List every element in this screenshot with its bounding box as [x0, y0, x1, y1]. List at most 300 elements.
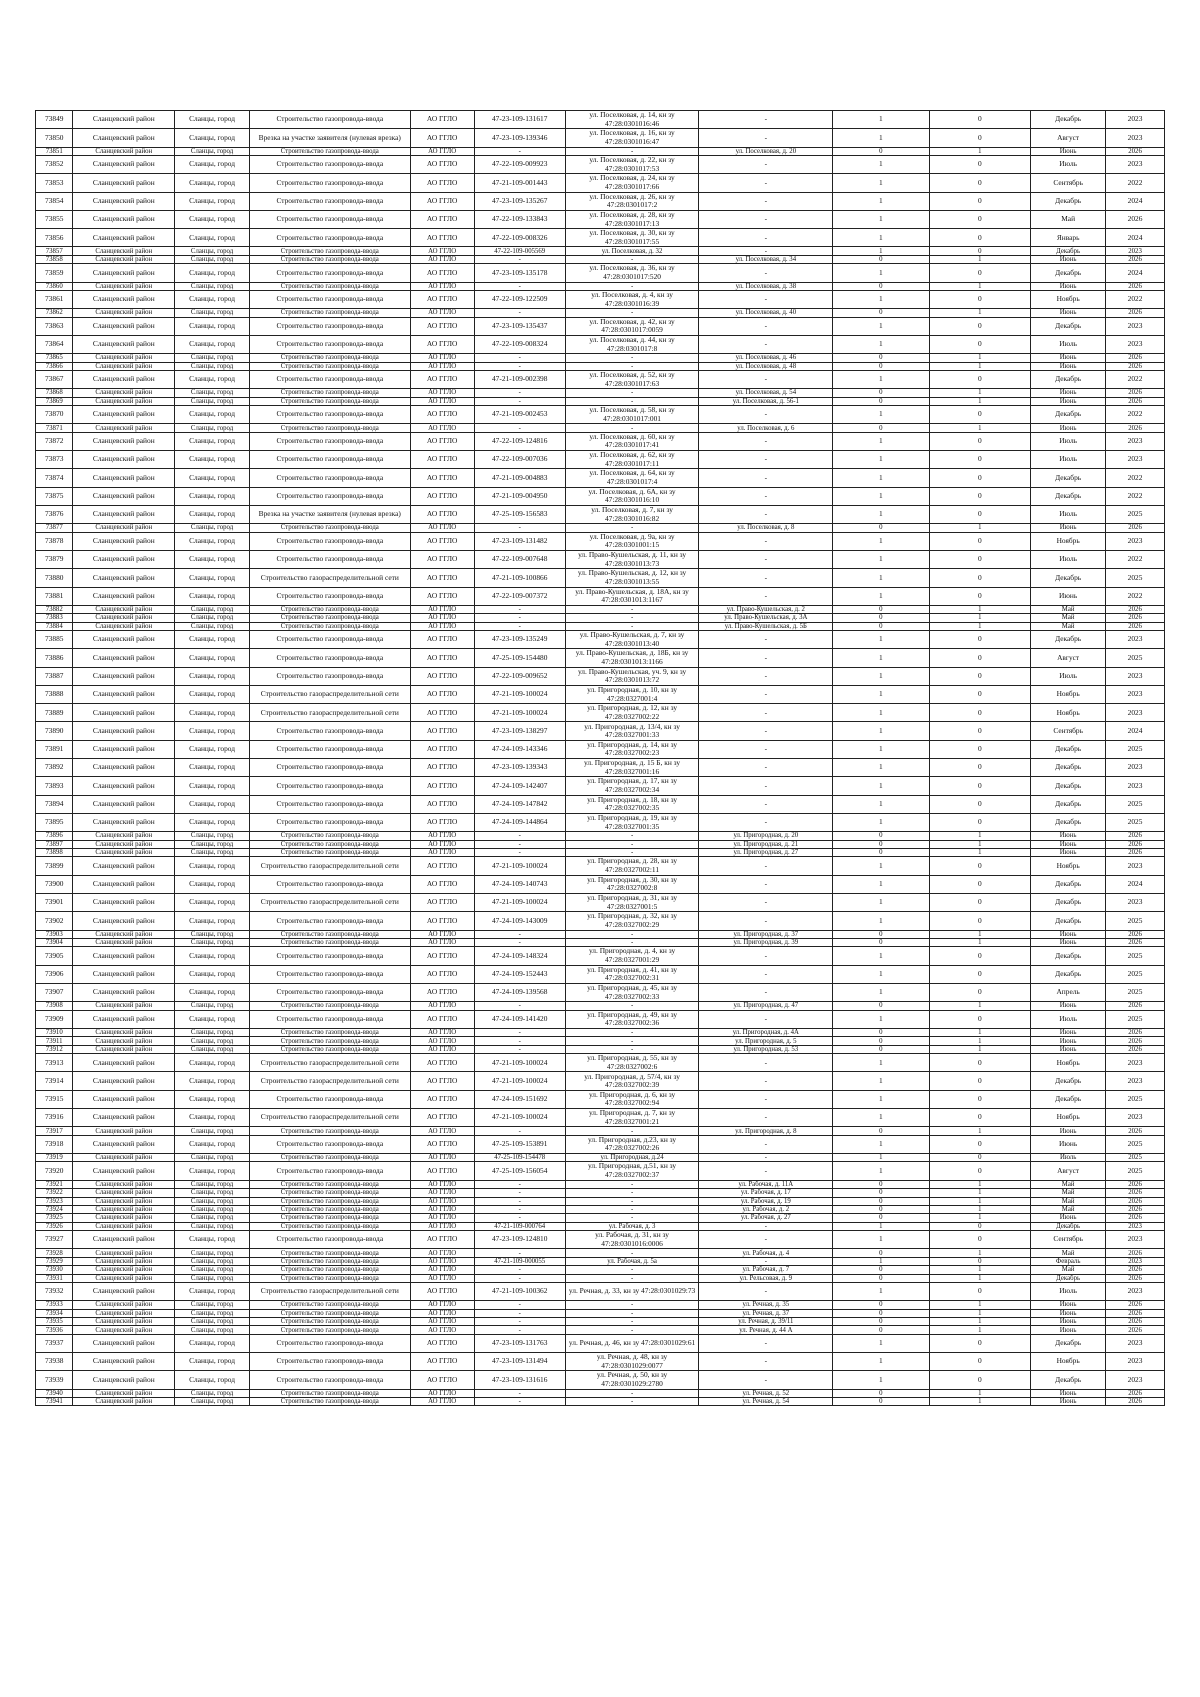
address-cell: -	[699, 912, 833, 930]
address-cadastral-cell: ул. Поселковая, д. 16, кн зу 47:28:0301016:47	[565, 129, 699, 147]
row-number: 73853	[36, 174, 73, 192]
count-b-cell: 1	[929, 1249, 1031, 1257]
address-cell: -	[699, 894, 833, 912]
organization-cell: АО ГГЛО	[410, 282, 474, 290]
address-cadastral-cell: ул. Пригородная, д. 32, кн зу 47:28:0327002:29	[565, 912, 699, 930]
year-cell: 2024	[1106, 722, 1165, 740]
month-cell: Декабрь	[1031, 111, 1106, 129]
settlement-cell: Сланцы, город	[175, 389, 250, 397]
address-cell: -	[699, 111, 833, 129]
organization-cell: АО ГГЛО	[410, 587, 474, 605]
count-b-cell: 1	[929, 1326, 1031, 1334]
row-number: 73911	[36, 1037, 73, 1045]
settlement-cell: Сланцы, город	[175, 1257, 250, 1265]
count-a-cell: 1	[833, 1222, 929, 1230]
year-cell: 2025	[1106, 947, 1165, 965]
address-cadastral-cell: ул. Поселковая, д. 6А, кн зу 47:28:0301016:10	[565, 487, 699, 505]
contract-number-cell: -	[474, 1249, 565, 1257]
count-a-cell: 1	[833, 229, 929, 247]
district-cell: Сланцевский район	[73, 1154, 175, 1162]
work-type-cell: Строительство газопровода-ввода	[250, 1371, 411, 1389]
contract-number-cell: 47-25-109-154478	[474, 1154, 565, 1162]
month-cell: Сентябрь	[1031, 1231, 1106, 1249]
address-cadastral-cell: -	[565, 1028, 699, 1036]
work-type-cell: Строительство газопровода-ввода	[250, 1309, 411, 1317]
count-a-cell: 0	[833, 397, 929, 405]
contract-number-cell: 47-21-109-100024	[474, 685, 565, 703]
count-b-cell: 0	[929, 777, 1031, 795]
contract-number-cell: 47-21-109-004883	[474, 469, 565, 487]
month-cell: Июль	[1031, 432, 1106, 450]
contract-number-cell: 47-24-109-143346	[474, 740, 565, 758]
district-cell: Сланцевский район	[73, 1135, 175, 1153]
work-type-cell: Строительство газопровода-ввода	[250, 1010, 411, 1028]
count-b-cell: 0	[929, 1371, 1031, 1389]
work-type-cell: Строительство газопровода-ввода	[250, 397, 411, 405]
address-cadastral-cell: -	[565, 1037, 699, 1045]
settlement-cell: Сланцы, город	[175, 1002, 250, 1010]
count-a-cell: 1	[833, 174, 929, 192]
contract-number-cell: 47-24-109-141420	[474, 1010, 565, 1028]
year-cell: 2025	[1106, 649, 1165, 667]
organization-cell: АО ГГЛО	[410, 335, 474, 353]
work-type-cell: Строительство газораспределительной сети	[250, 894, 411, 912]
settlement-cell: Сланцы, город	[175, 1249, 250, 1257]
count-a-cell: 1	[833, 777, 929, 795]
contract-number-cell: 47-24-109-148324	[474, 947, 565, 965]
row-number: 73903	[36, 930, 73, 938]
district-cell: Сланцевский район	[73, 362, 175, 370]
table-row	[36, 247, 1165, 255]
settlement-cell: Сланцы, город	[175, 1318, 250, 1326]
row-number: 73880	[36, 569, 73, 587]
month-cell: Июль	[1031, 335, 1106, 353]
table-row	[36, 532, 1165, 550]
table-row	[36, 1197, 1165, 1205]
address-cell: -	[699, 722, 833, 740]
address-cell: ул. Речная, д. 39/11	[699, 1318, 833, 1326]
address-cadastral-cell: ул. Поселковая, д. 36, кн зу 47:28:0301017:520	[565, 264, 699, 282]
row-number: 73932	[36, 1282, 73, 1300]
contract-number-cell: -	[474, 614, 565, 622]
district-cell: Сланцевский район	[73, 1054, 175, 1072]
count-a-cell: 1	[833, 965, 929, 983]
gasification-schedule-table	[35, 110, 1165, 1406]
year-cell: 2024	[1106, 192, 1165, 210]
district-cell: Сланцевский район	[73, 704, 175, 722]
count-b-cell: 1	[929, 1037, 1031, 1045]
count-b-cell: 1	[929, 1045, 1031, 1053]
address-cell: ул. Пригородная, д. 5	[699, 1037, 833, 1045]
month-cell: Июль	[1031, 1154, 1106, 1162]
count-a-cell: 1	[833, 469, 929, 487]
work-type-cell: Строительство газопровода-ввода	[250, 849, 411, 857]
table-row	[36, 1389, 1165, 1397]
table-row	[36, 1205, 1165, 1213]
address-cell: -	[699, 247, 833, 255]
district-cell: Сланцевский район	[73, 247, 175, 255]
count-b-cell: 0	[929, 1154, 1031, 1162]
settlement-cell: Сланцы, город	[175, 550, 250, 568]
address-cell: ул. Поселковая, д. 20	[699, 147, 833, 155]
address-cell: ул. Поселковая, д. 38	[699, 282, 833, 290]
contract-number-cell: -	[474, 832, 565, 840]
settlement-cell: Сланцы, город	[175, 397, 250, 405]
count-b-cell: 0	[929, 1282, 1031, 1300]
district-cell: Сланцевский район	[73, 1162, 175, 1180]
count-b-cell: 0	[929, 1257, 1031, 1265]
organization-cell: АО ГГЛО	[410, 965, 474, 983]
count-a-cell: 1	[833, 947, 929, 965]
settlement-cell: Сланцы, город	[175, 777, 250, 795]
address-cadastral-cell: -	[565, 1180, 699, 1188]
month-cell: Июнь	[1031, 362, 1106, 370]
address-cell: ул. Пригородная, д. 39	[699, 939, 833, 947]
organization-cell: АО ГГЛО	[410, 147, 474, 155]
table-row	[36, 605, 1165, 613]
year-cell: 2026	[1106, 424, 1165, 432]
year-cell: 2025	[1106, 1090, 1165, 1108]
address-cadastral-cell: ул. Пригородная, д. 7, кн зу 47:28:0327001:21	[565, 1109, 699, 1127]
address-cell: -	[699, 1072, 833, 1090]
count-a-cell: 1	[833, 290, 929, 308]
address-cadastral-cell: -	[565, 605, 699, 613]
count-b-cell: 0	[929, 550, 1031, 568]
address-cadastral-cell: ул. Пригородная, д. 6, кн зу 47:28:0327002:94	[565, 1090, 699, 1108]
work-type-cell: Строительство газопровода-ввода	[250, 1127, 411, 1135]
work-type-cell: Строительство газопровода-ввода	[250, 649, 411, 667]
contract-number-cell: 47-25-109-156583	[474, 505, 565, 523]
address-cadastral-cell: ул. Пригородная, д. 12, кн зу 47:28:0327002:22	[565, 704, 699, 722]
year-cell: 2023	[1106, 1109, 1165, 1127]
address-cell: -	[699, 1109, 833, 1127]
year-cell: 2023	[1106, 247, 1165, 255]
month-cell: Май	[1031, 1197, 1106, 1205]
count-b-cell: 1	[929, 389, 1031, 397]
month-cell: Июнь	[1031, 1318, 1106, 1326]
address-cadastral-cell: -	[565, 147, 699, 155]
month-cell: Декабрь	[1031, 192, 1106, 210]
address-cadastral-cell: ул. Поселковая, д. 30, кн зу 47:28:0301017:55	[565, 229, 699, 247]
row-number: 73931	[36, 1274, 73, 1282]
row-number: 73897	[36, 840, 73, 848]
district-cell: Сланцевский район	[73, 255, 175, 263]
work-type-cell: Строительство газопровода-ввода	[250, 1214, 411, 1222]
settlement-cell: Сланцы, город	[175, 1309, 250, 1317]
district-cell: Сланцевский район	[73, 1301, 175, 1309]
contract-number-cell: -	[474, 605, 565, 613]
settlement-cell: Сланцы, город	[175, 875, 250, 893]
year-cell: 2026	[1106, 930, 1165, 938]
work-type-cell: Строительство газопровода-ввода	[250, 389, 411, 397]
district-cell: Сланцевский район	[73, 487, 175, 505]
organization-cell: АО ГГЛО	[410, 1282, 474, 1300]
address-cell: -	[699, 667, 833, 685]
district-cell: Сланцевский район	[73, 939, 175, 947]
row-number: 73914	[36, 1072, 73, 1090]
address-cadastral-cell: ул. Пригородная, д. 19, кн зу 47:28:0327001:35	[565, 813, 699, 831]
row-number: 73917	[36, 1127, 73, 1135]
month-cell: Ноябрь	[1031, 685, 1106, 703]
work-type-cell: Строительство газопровода-ввода	[250, 930, 411, 938]
year-cell: 2023	[1106, 1054, 1165, 1072]
month-cell: Июнь	[1031, 1045, 1106, 1053]
count-a-cell: 0	[833, 354, 929, 362]
work-type-cell: Строительство газопровода-ввода	[250, 282, 411, 290]
row-number: 73937	[36, 1334, 73, 1352]
count-a-cell: 1	[833, 740, 929, 758]
contract-number-cell: -	[474, 1326, 565, 1334]
settlement-cell: Сланцы, город	[175, 1205, 250, 1213]
work-type-cell: Строительство газопровода-ввода	[250, 631, 411, 649]
settlement-cell: Сланцы, город	[175, 605, 250, 613]
year-cell: 2026	[1106, 1045, 1165, 1053]
month-cell: Ноябрь	[1031, 1054, 1106, 1072]
count-a-cell: 0	[833, 1205, 929, 1213]
district-cell: Сланцевский район	[73, 1249, 175, 1257]
district-cell: Сланцевский район	[73, 857, 175, 875]
contract-number-cell: -	[474, 1045, 565, 1053]
organization-cell: АО ГГЛО	[410, 622, 474, 630]
address-cadastral-cell: -	[565, 1318, 699, 1326]
count-b-cell: 0	[929, 685, 1031, 703]
count-a-cell: 0	[833, 1127, 929, 1135]
settlement-cell: Сланцы, город	[175, 832, 250, 840]
table-row	[36, 487, 1165, 505]
settlement-cell: Сланцы, город	[175, 1389, 250, 1397]
address-cell: -	[699, 984, 833, 1002]
count-b-cell: 0	[929, 469, 1031, 487]
table-row	[36, 290, 1165, 308]
work-type-cell: Строительство газопровода-ввода	[250, 912, 411, 930]
row-number: 73915	[36, 1090, 73, 1108]
work-type-cell: Строительство газопровода-ввода	[250, 795, 411, 813]
organization-cell: АО ГГЛО	[410, 1353, 474, 1371]
contract-number-cell: -	[474, 1266, 565, 1274]
count-a-cell: 0	[833, 1389, 929, 1397]
year-cell: 2022	[1106, 371, 1165, 389]
organization-cell: АО ГГЛО	[410, 605, 474, 613]
district-cell: Сланцевский район	[73, 451, 175, 469]
month-cell: Июль	[1031, 155, 1106, 173]
settlement-cell: Сланцы, город	[175, 155, 250, 173]
address-cadastral-cell: ул. Пригородная, д. 17, кн зу 47:28:0327002:34	[565, 777, 699, 795]
address-cadastral-cell: -	[565, 1389, 699, 1397]
address-cell: ул. Речная, д. 37	[699, 1309, 833, 1317]
district-cell: Сланцевский район	[73, 1010, 175, 1028]
settlement-cell: Сланцы, город	[175, 1109, 250, 1127]
address-cadastral-cell: ул. Пригородная, д. 13/4, кн зу 47:28:0327001:33	[565, 722, 699, 740]
year-cell: 2023	[1106, 1353, 1165, 1371]
month-cell: Май	[1031, 1266, 1106, 1274]
district-cell: Сланцевский район	[73, 622, 175, 630]
count-b-cell: 0	[929, 1054, 1031, 1072]
row-number: 73933	[36, 1301, 73, 1309]
district-cell: Сланцевский район	[73, 1189, 175, 1197]
month-cell: Декабрь	[1031, 317, 1106, 335]
district-cell: Сланцевский район	[73, 569, 175, 587]
count-a-cell: 0	[833, 1197, 929, 1205]
row-number: 73898	[36, 849, 73, 857]
row-number: 73935	[36, 1318, 73, 1326]
row-number: 73907	[36, 984, 73, 1002]
work-type-cell: Строительство газопровода-ввода	[250, 875, 411, 893]
month-cell: Август	[1031, 649, 1106, 667]
count-a-cell: 1	[833, 685, 929, 703]
table-row	[36, 777, 1165, 795]
year-cell: 2026	[1106, 397, 1165, 405]
work-type-cell: Строительство газопровода-ввода	[250, 722, 411, 740]
work-type-cell: Строительство газопровода-ввода	[250, 255, 411, 263]
settlement-cell: Сланцы, город	[175, 631, 250, 649]
row-number: 73863	[36, 317, 73, 335]
contract-number-cell: 47-23-109-138297	[474, 722, 565, 740]
table-row	[36, 335, 1165, 353]
work-type-cell: Строительство газопровода-ввода	[250, 1002, 411, 1010]
count-a-cell: 0	[833, 282, 929, 290]
count-a-cell: 1	[833, 264, 929, 282]
address-cell: -	[699, 174, 833, 192]
month-cell: Май	[1031, 1180, 1106, 1188]
organization-cell: АО ГГЛО	[410, 1154, 474, 1162]
settlement-cell: Сланцы, город	[175, 487, 250, 505]
district-cell: Сланцевский район	[73, 192, 175, 210]
year-cell: 2026	[1106, 1037, 1165, 1045]
count-b-cell: 0	[929, 210, 1031, 228]
district-cell: Сланцевский район	[73, 1028, 175, 1036]
organization-cell: АО ГГЛО	[410, 317, 474, 335]
count-a-cell: 1	[833, 795, 929, 813]
address-cadastral-cell: ул. Пригородная, д. 41, кн зу 47:28:0327002:31	[565, 965, 699, 983]
district-cell: Сланцевский район	[73, 1371, 175, 1389]
contract-number-cell: 47-23-109-131482	[474, 532, 565, 550]
table-row	[36, 1028, 1165, 1036]
count-a-cell: 1	[833, 247, 929, 255]
count-a-cell: 1	[833, 1090, 929, 1108]
district-cell: Сланцевский район	[73, 614, 175, 622]
row-number: 73901	[36, 894, 73, 912]
year-cell: 2023	[1106, 451, 1165, 469]
organization-cell: АО ГГЛО	[410, 1371, 474, 1389]
month-cell: Декабрь	[1031, 1072, 1106, 1090]
count-b-cell: 1	[929, 614, 1031, 622]
district-cell: Сланцевский район	[73, 129, 175, 147]
count-a-cell: 0	[833, 1318, 929, 1326]
count-a-cell: 0	[833, 389, 929, 397]
district-cell: Сланцевский район	[73, 1266, 175, 1274]
row-number: 73890	[36, 722, 73, 740]
district-cell: Сланцевский район	[73, 1222, 175, 1230]
month-cell: Июнь	[1031, 1135, 1106, 1153]
month-cell: Декабрь	[1031, 487, 1106, 505]
month-cell: Июль	[1031, 550, 1106, 568]
row-number: 73919	[36, 1154, 73, 1162]
table-row	[36, 309, 1165, 317]
count-a-cell: 1	[833, 1231, 929, 1249]
address-cadastral-cell: ул. Право-Кушельская, д. 12, кн зу 47:28:0301013:55	[565, 569, 699, 587]
table-row	[36, 1334, 1165, 1352]
count-a-cell: 0	[833, 1189, 929, 1197]
contract-number-cell: 47-24-109-144864	[474, 813, 565, 831]
settlement-cell: Сланцы, город	[175, 1162, 250, 1180]
work-type-cell: Строительство газопровода-ввода	[250, 605, 411, 613]
settlement-cell: Сланцы, город	[175, 229, 250, 247]
organization-cell: АО ГГЛО	[410, 1326, 474, 1334]
month-cell: Июль	[1031, 667, 1106, 685]
year-cell: 2026	[1106, 309, 1165, 317]
row-number: 73893	[36, 777, 73, 795]
district-cell: Сланцевский район	[73, 1214, 175, 1222]
organization-cell: АО ГГЛО	[410, 1162, 474, 1180]
organization-cell: АО ГГЛО	[410, 1135, 474, 1153]
work-type-cell: Строительство газопровода-ввода	[250, 550, 411, 568]
address-cell: ул. Рабочая, д. 19	[699, 1197, 833, 1205]
count-a-cell: 0	[833, 1045, 929, 1053]
count-b-cell: 0	[929, 894, 1031, 912]
address-cadastral-cell: -	[565, 282, 699, 290]
month-cell: Май	[1031, 605, 1106, 613]
address-cadastral-cell: ул. Поселковая, д. 44, кн зу 47:28:0301017:8	[565, 335, 699, 353]
address-cell: -	[699, 777, 833, 795]
organization-cell: АО ГГЛО	[410, 255, 474, 263]
district-cell: Сланцевский район	[73, 1282, 175, 1300]
settlement-cell: Сланцы, город	[175, 1010, 250, 1028]
year-cell: 2026	[1106, 1249, 1165, 1257]
address-cadastral-cell: -	[565, 1197, 699, 1205]
table-row	[36, 389, 1165, 397]
organization-cell: АО ГГЛО	[410, 685, 474, 703]
work-type-cell: Строительство газопровода-ввода	[250, 813, 411, 831]
row-number: 73925	[36, 1214, 73, 1222]
count-b-cell: 0	[929, 649, 1031, 667]
row-number: 73889	[36, 704, 73, 722]
address-cell: ул. Рабочая, д. 4	[699, 1249, 833, 1257]
month-cell: Декабрь	[1031, 469, 1106, 487]
year-cell: 2023	[1106, 777, 1165, 795]
address-cell: -	[699, 704, 833, 722]
table-row	[36, 424, 1165, 432]
contract-number-cell: 47-23-109-124810	[474, 1231, 565, 1249]
count-a-cell: 0	[833, 930, 929, 938]
organization-cell: АО ГГЛО	[410, 1180, 474, 1188]
count-b-cell: 1	[929, 354, 1031, 362]
year-cell: 2023	[1106, 1222, 1165, 1230]
address-cadastral-cell: ул. Пригородная, д. 14, кн зу 47:28:0327002:23	[565, 740, 699, 758]
table-row	[36, 875, 1165, 893]
work-type-cell: Строительство газопровода-ввода	[250, 532, 411, 550]
work-type-cell: Строительство газораспределительной сети	[250, 857, 411, 875]
count-b-cell: 0	[929, 1353, 1031, 1371]
address-cell: ул. Поселковая, д. 56-1	[699, 397, 833, 405]
year-cell: 2025	[1106, 965, 1165, 983]
organization-cell: АО ГГЛО	[410, 704, 474, 722]
count-b-cell: 0	[929, 912, 1031, 930]
table-row	[36, 1353, 1165, 1371]
year-cell: 2023	[1106, 129, 1165, 147]
district-cell: Сланцевский район	[73, 229, 175, 247]
month-cell: Июнь	[1031, 397, 1106, 405]
row-number: 73895	[36, 813, 73, 831]
month-cell: Декабрь	[1031, 631, 1106, 649]
year-cell: 2023	[1106, 1334, 1165, 1352]
row-number: 73934	[36, 1309, 73, 1317]
count-b-cell: 1	[929, 309, 1031, 317]
count-a-cell: 1	[833, 667, 929, 685]
count-b-cell: 1	[929, 605, 1031, 613]
settlement-cell: Сланцы, город	[175, 290, 250, 308]
month-cell: Июнь	[1031, 1309, 1106, 1317]
organization-cell: АО ГГЛО	[410, 1090, 474, 1108]
